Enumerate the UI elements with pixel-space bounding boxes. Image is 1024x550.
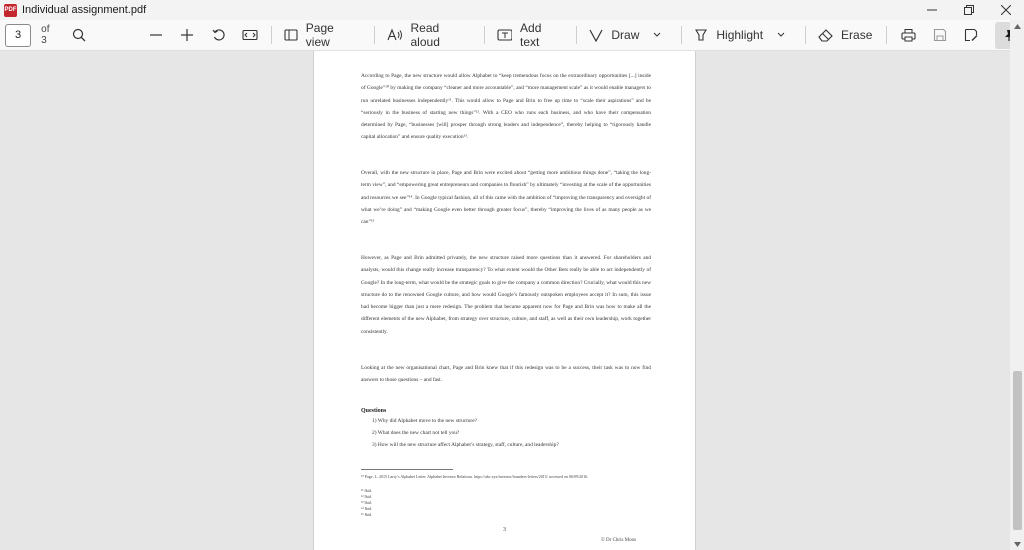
footnote: ¹⁴ Ibid. — [361, 506, 373, 511]
chevron-down-icon — [777, 32, 785, 38]
draw-icon — [589, 28, 603, 42]
close-button[interactable] — [987, 0, 1024, 20]
plus-icon — [180, 28, 194, 42]
fit-width-icon — [242, 28, 258, 42]
add-text-button[interactable] — [497, 23, 563, 47]
vertical-scrollbar[interactable] — [1010, 20, 1024, 550]
save-icon — [933, 28, 947, 42]
window-controls — [913, 0, 1024, 20]
pdf-app-icon: PDF — [4, 4, 17, 17]
copyright-notice: © Dr Chris Moos — [601, 538, 637, 543]
save-as-button[interactable] — [960, 23, 983, 47]
draw-label: Draw — [611, 28, 640, 42]
window-title: Individual assignment.pdf — [22, 4, 147, 16]
highlight-label: Highlight — [716, 28, 764, 42]
toolbar — [0, 20, 1024, 51]
footnote-divider — [361, 469, 453, 470]
page-view-icon — [284, 28, 297, 42]
page-view-button[interactable] — [284, 23, 359, 47]
toolbar-divider — [484, 26, 485, 44]
title-bar — [0, 0, 1024, 20]
toolbar-divider — [805, 26, 806, 44]
save-button[interactable] — [929, 23, 952, 47]
erase-label: Erase — [841, 28, 873, 42]
draw-options-button[interactable] — [653, 32, 669, 38]
footnote: ¹⁵ Ibid. — [361, 512, 373, 517]
restore-icon — [964, 5, 974, 15]
save-as-icon — [964, 28, 978, 42]
document-viewport[interactable] — [0, 51, 1010, 550]
eraser-icon — [818, 28, 833, 42]
question-item: 2) What does the new chart not tell you? — [372, 430, 460, 436]
read-aloud-icon — [387, 28, 402, 42]
page-number-input[interactable]: 3 — [5, 24, 31, 47]
toolbar-divider — [886, 26, 887, 44]
highlight-options-button[interactable] — [777, 32, 793, 38]
rotate-button[interactable] — [207, 23, 230, 47]
caret-up-icon — [1014, 24, 1021, 29]
questions-heading: Questions — [361, 408, 387, 414]
footnote: ¹³ Ibid. — [361, 500, 372, 505]
highlight-button[interactable] — [694, 23, 793, 47]
paragraph: According to Page, the new structure would allow Alphabet to “keep tremendous focus on the extraordinary opportunities [...] inside of Google”¹⁰ by making the company “cleaner and more accountable”, and “more management scale” as it would enable managers to run unrelated businesses independently¹¹. This would allow to Page and Brin to free up time to “scale their aspirations” and be “seriously in the business of starting new things”¹². With a CEO who runs each business, and who have their compensation determined by Page, “businesses [will] prosper through strong leaders and independence”, thereby helping to “rigorously handle capital allocation” and ensure quality execution¹³. — [361, 73, 651, 141]
question-item: 1) Why did Alphabet move to the new structure? — [372, 418, 477, 424]
chevron-down-icon — [653, 32, 661, 38]
paragraph: However, as Page and Brin admitted privately, the new structure raised more questions than it answered. For shareholders and analysts, would this change really increase transparency? To what extent would the Other Bets really be able to act independently of Google? In the long-term, what would be the strategic goals to give the company a common direction? Crucially, what would this new structure do to the renowned Google culture, and how would Google’s famously outspoken employees accept it? In sum, this issue had become bigger than just a mere redesign. The problem that became apparent now for Page and Brin was how to make all the different elements of the new Alphabet, from strategy over structure, culture, and staff, as well as their own leadership, work together consistently. — [361, 255, 651, 335]
highlighter-icon — [694, 28, 708, 42]
toolbar-divider — [576, 26, 577, 44]
search-icon — [72, 28, 86, 42]
zoom-out-button[interactable] — [145, 23, 168, 47]
caret-down-icon — [1014, 542, 1021, 547]
read-aloud-button[interactable] — [387, 23, 470, 47]
scroll-down-button[interactable] — [1010, 538, 1024, 550]
toolbar-divider — [271, 26, 272, 44]
close-icon — [1001, 5, 1011, 15]
print-button[interactable] — [897, 23, 920, 47]
draw-button[interactable] — [589, 23, 669, 47]
add-text-icon — [497, 28, 512, 42]
pdf-page — [313, 51, 696, 550]
footnote: ¹⁰ Page, L. 2015 Larry’s Alphabet Letter. Alphabet Investor Relations. https://abc.xyz/investor/founders-letters/2015/ accessed on 06/09/2016. — [361, 474, 589, 479]
paragraph: Overall, with the new structure in place, Page and Brin were excited about “getting more ambitious things done”, “taking the long-term view”, and “empowering great entrepreneurs and companies to flourish” by ultimately “investing at the scale of the opportunities and resources we see”¹⁴. In Google typical fashion, all of this came with the ambition of “improving the transparency and oversight of what we’re doing” and “making Google even better through greater focus”, thereby “improving the lives of as many people as we can”¹⁵ — [361, 170, 651, 226]
add-text-label: Add text — [520, 21, 542, 49]
footnote: ¹² Ibid. — [361, 494, 372, 499]
printer-icon — [901, 28, 916, 42]
search-button[interactable] — [67, 23, 90, 47]
footnote: ¹¹ Ibid. — [361, 488, 372, 493]
page-view-label: Page view — [305, 21, 334, 49]
toolbar-divider — [681, 26, 682, 44]
scrollbar-thumb[interactable] — [1013, 371, 1022, 530]
scroll-up-button[interactable] — [1010, 20, 1024, 32]
page-count-label: of 3 — [41, 24, 50, 46]
minimize-button[interactable] — [913, 0, 950, 20]
zoom-in-button[interactable] — [176, 23, 199, 47]
minimize-icon — [927, 5, 937, 15]
rotate-icon — [212, 28, 226, 42]
toolbar-divider — [374, 26, 375, 44]
fit-page-button[interactable] — [238, 23, 261, 47]
erase-button[interactable] — [818, 23, 872, 47]
restore-button[interactable] — [950, 0, 987, 20]
minus-icon — [149, 28, 163, 42]
paragraph: Looking at the new organisational chart, Page and Brin knew that if this redesign was to be a success, their task was to now find answers to those questions – and fast. — [361, 365, 651, 384]
page-number: 3 — [503, 527, 506, 533]
question-item: 3) How will the new structure affect Alphabet’s strategy, staff, culture, and leadership? — [372, 442, 559, 448]
read-aloud-label: Read aloud — [410, 21, 440, 49]
